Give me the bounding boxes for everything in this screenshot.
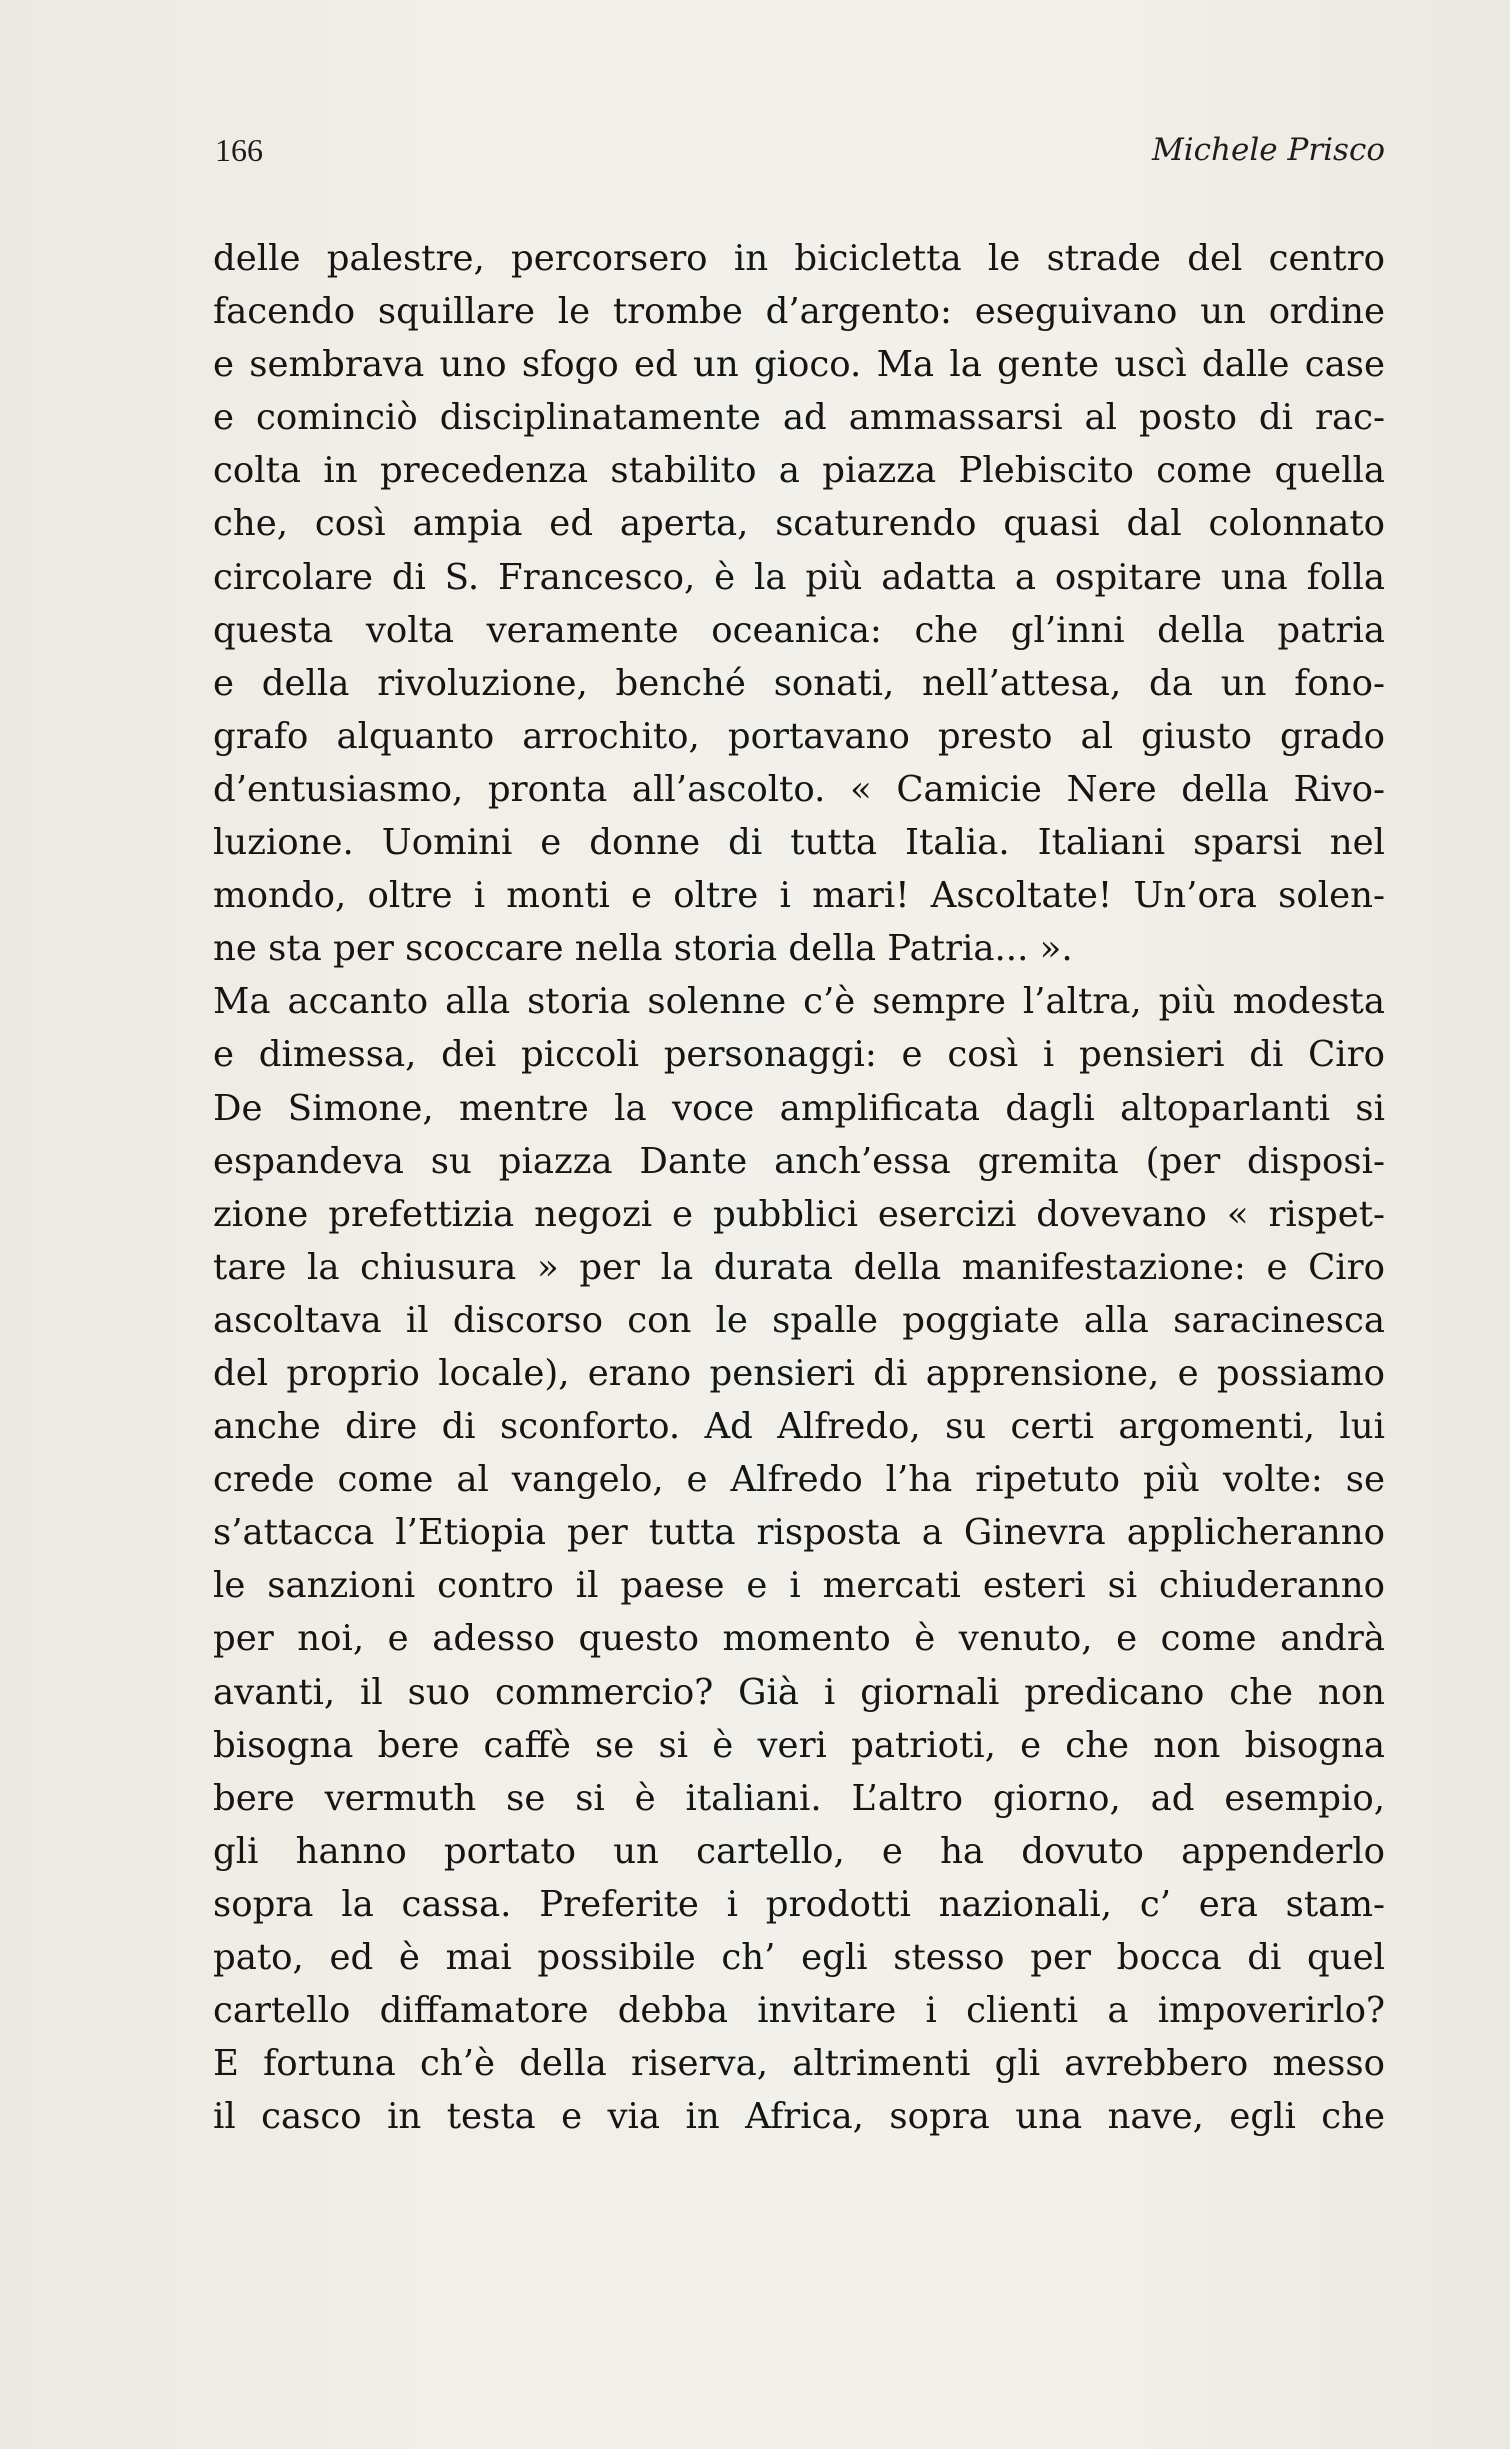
text-line: colta in precedenza stabilito a piazza Plebiscito come quella — [213, 450, 1385, 492]
text-line: e cominciò disciplinatamente ad ammassarsi al posto di rac- — [213, 397, 1385, 439]
text-line: e dimessa, dei piccoli personaggi: e così i pensieri di Ciro — [213, 1034, 1385, 1076]
text-line: De Simone, mentre la voce amplificata dagli altoparlanti si — [213, 1087, 1385, 1129]
text-line: luzione. Uomini e donne di tutta Italia. Italiani sparsi nel — [213, 822, 1385, 864]
text-line: grafo alquanto arrochito, portavano presto al giusto grado — [213, 715, 1385, 757]
text-line: zione prefettizia negozi e pubblici esercizi dovevano « rispet- — [213, 1193, 1385, 1235]
text-line: Ma accanto alla storia solenne c’è sempre l’altra, più modesta — [213, 981, 1385, 1023]
text-line: bisogna bere caffè se si è veri patrioti, e che non bisogna — [213, 1724, 1385, 1766]
text-line: ne sta per scoccare nella storia della Patria... ». — [213, 928, 1073, 970]
text-line: circolare di S. Francesco, è la più adatta a ospitare una folla — [213, 556, 1385, 598]
text-line: crede come al vangelo, e Alfredo l’ha ripetuto più volte: se — [213, 1459, 1385, 1501]
text-line: s’attacca l’Etiopia per tutta risposta a Ginevra applicheranno — [213, 1512, 1385, 1554]
text-line: anche dire di sconforto. Ad Alfredo, su certi argomenti, lui — [213, 1406, 1385, 1448]
text-line: per noi, e adesso questo momento è venuto, e come andrà — [213, 1618, 1385, 1660]
running-head-author: Michele Prisco — [1152, 132, 1385, 168]
text-line: le sanzioni contro il paese e i mercati esteri si chiuderanno — [213, 1565, 1385, 1607]
text-line: il casco in testa e via in Africa, sopra una nave, egli che — [213, 2096, 1385, 2138]
text-line: tare la chiusura » per la durata della manifestazione: e Ciro — [213, 1246, 1385, 1288]
text-line: cartello diffamatore debba invitare i clienti a impoverirlo? — [213, 1990, 1385, 2032]
text-line: gli hanno portato un cartello, e ha dovuto appenderlo — [213, 1830, 1385, 1872]
text-line: d’entusiasmo, pronta all’ascolto. « Camicie Nere della Rivo- — [213, 768, 1385, 810]
text-line: espandeva su piazza Dante anch’essa gremita (per disposi- — [213, 1140, 1385, 1182]
text-line: delle palestre, percorsero in bicicletta le strade del centro — [213, 238, 1385, 279]
text-line: e della rivoluzione, benché sonati, nell’attesa, da un fono- — [213, 662, 1385, 704]
text-line: ascoltava il discorso con le spalle poggiate alla saracinesca — [213, 1299, 1385, 1341]
text-line: questa volta veramente oceanica: che gl’inni della patria — [213, 609, 1385, 651]
text-line: mondo, oltre i monti e oltre i mari! Ascoltate! Un’ora solen- — [213, 875, 1385, 917]
text-line: e sembrava uno sfogo ed un gioco. Ma la gente uscì dalle case — [213, 344, 1385, 386]
text-line: bere vermuth se si è italiani. L’altro giorno, ad esempio, — [213, 1777, 1385, 1819]
text-line: avanti, il suo commercio? Già i giornali predicano che non — [213, 1671, 1385, 1713]
text-line: che, così ampia ed aperta, scaturendo quasi dal colonnato — [213, 503, 1385, 545]
text-line: del proprio locale), erano pensieri di apprensione, e possiamo — [213, 1352, 1385, 1394]
page-number: 166 — [215, 132, 263, 168]
text-line: pato, ed è mai possibile ch’ egli stesso per bocca di quel — [213, 1937, 1385, 1978]
text-line: facendo squillare le trombe d’argento: eseguivano un ordine — [213, 291, 1385, 333]
text-line: E fortuna ch’è della riserva, altrimenti gli avrebbero messo — [213, 2043, 1385, 2085]
body-text — [213, 232, 1385, 2143]
text-line: sopra la cassa. Preferite i prodotti nazionali, c’ era stam- — [213, 1883, 1385, 1925]
